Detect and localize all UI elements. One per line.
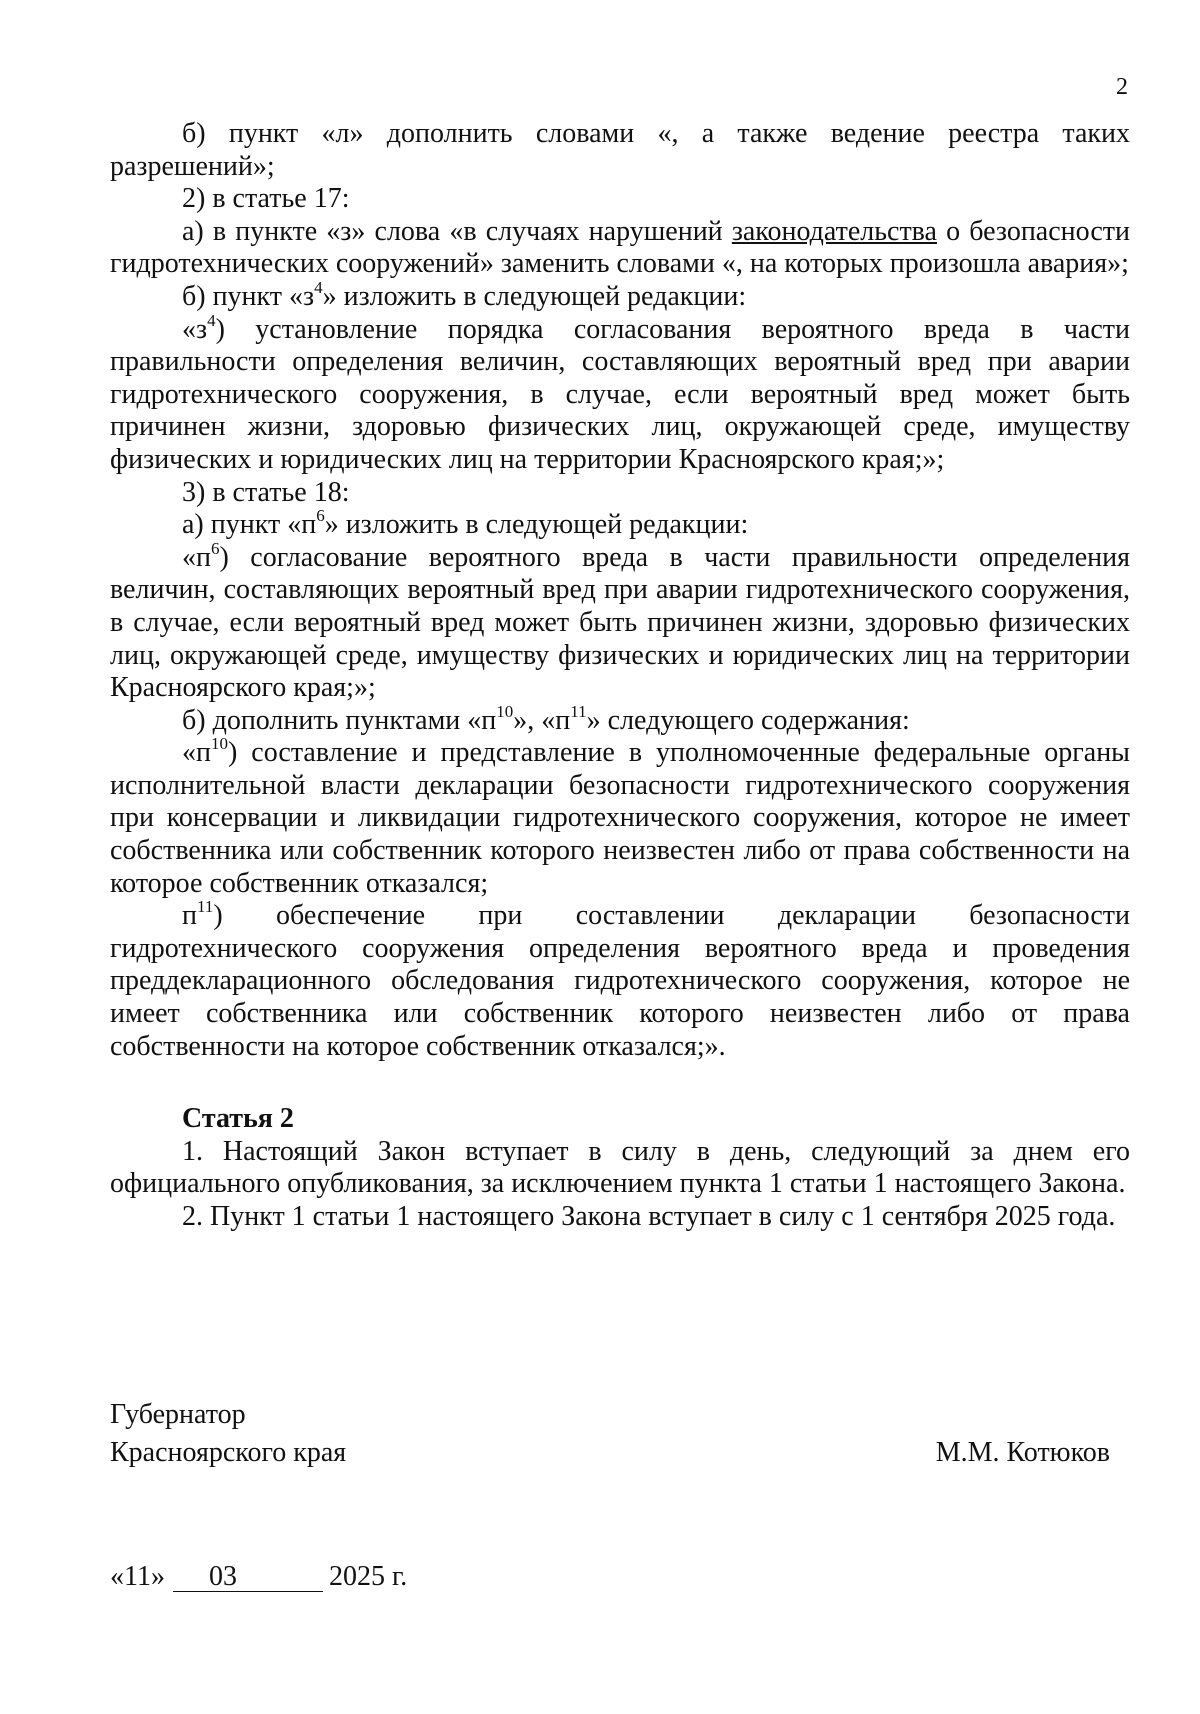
- paragraph-7: [110, 506, 1130, 542]
- paragraph-9: [110, 701, 1130, 738]
- paragraph-11-start: п: [182, 900, 197, 932]
- superscript: 6: [210, 538, 220, 558]
- paragraph-4-start: б) пункт «з: [182, 280, 315, 312]
- underlined-term: законодательства: [731, 215, 937, 247]
- paragraph-10: [110, 734, 1130, 900]
- paragraph-8: [110, 538, 1130, 705]
- superscript: 10: [210, 734, 228, 754]
- superscript: 6: [316, 506, 325, 526]
- paragraph-3: [110, 216, 1130, 281]
- paragraph-2: 2) в статье 17:: [182, 183, 350, 215]
- signatory-title-line-2: Красноярского края: [110, 1437, 347, 1468]
- paragraph-5: [110, 310, 1130, 477]
- superscript: 4: [314, 277, 323, 297]
- superscript: 4: [207, 310, 216, 330]
- article-2-item-2: 2. Пункт 1 статьи 1 настоящего Закона вступает в силу с 1 сентября 2025 года.: [182, 1201, 1116, 1232]
- paragraph-11: [110, 897, 1130, 1063]
- paragraph-3-start: а) в пункте «з» слова «в случаях нарушений: [182, 215, 732, 247]
- page-number: 2: [1116, 74, 1128, 100]
- article-2-item-1: 1. Настоящий Закон вступает в силу в день, следующий за днем его официального опубликования, за исключением пункта 1 статьи 1 настоящего Закона.: [110, 1135, 1130, 1200]
- date-year: 2025 г.: [328, 1561, 408, 1592]
- paragraph-9-start: б) дополнить пунктами «п: [182, 704, 497, 736]
- superscript: 11: [570, 701, 587, 721]
- paragraph-8-end: ) согласование вероятного вреда в части правильности определения величин, составляющих вероятный вред при аварии гидротехнического сооружения, в случае, если вероятный вред может быть причинен жизни, здоровью физических лиц, окружающей среде, имуществу физических и юридических лиц на территории Красноярского края;»;: [110, 541, 1130, 704]
- paragraph-10-end: ) составление и представление в уполномоченные федеральные органы исполнительной власти декларации безопасности гидротехнического сооружения при консервации и ликвидации гидротехнического сооружения, которое не имеет собственника или собственник которого неизвестен либо от права собственности на которое собственник отказался;: [110, 737, 1130, 899]
- paragraph-4-end: » изложить в следующей редакции:: [322, 280, 747, 312]
- document-body: [110, 118, 1130, 1234]
- paragraph-6: 3) в статье 18:: [182, 476, 350, 508]
- paragraph-10-start: «п: [182, 737, 211, 769]
- paragraph-1: б) пункт «л» дополнить словами «, а также ведение реестра таких разрешений»;: [110, 118, 1130, 182]
- paragraph-4: [110, 277, 1130, 314]
- superscript: 11: [196, 897, 214, 917]
- signatory-name: М.М. Котюков: [935, 1437, 1110, 1468]
- article-2-heading: Статья 2: [182, 1103, 294, 1135]
- paragraph-7-start: а) пункт «п: [182, 509, 317, 541]
- paragraph-7-end: » изложить в следующей редакции:: [324, 509, 749, 541]
- date-line: [110, 1560, 407, 1594]
- paragraph-3-end: о безопасности гидротехнических сооружений» заменить словами «, на которых произошла авария»;: [110, 215, 1130, 280]
- date-day: «11»: [110, 1561, 165, 1592]
- paragraph-9-end: » следующего содержания:: [586, 704, 910, 736]
- signatory-title-line-1: Губернатор: [110, 1399, 246, 1430]
- paragraph-11-end: ) обеспечение при составлении декларации безопасности гидротехнического сооружения определения вероятного вреда и проведения преддекларационного обследования гидротехнического сооружения, которое не имеет собственника или собственник которого неизвестен либо от права собственности на которое собственник отказался;».: [110, 900, 1130, 1062]
- date-month: 03: [173, 1563, 323, 1592]
- paragraph-5-start: «з: [182, 313, 208, 345]
- paragraph-8-start: «п: [182, 541, 211, 573]
- paragraph-9-middle: », «п: [513, 704, 571, 736]
- superscript: 10: [496, 701, 514, 721]
- signature-block: [110, 1396, 1110, 1472]
- paragraph-5-end: ) установление порядка согласования вероятного вреда в части правильности определения величин, составляющих вероятный вред при аварии гидротехнического сооружения, в случае, если вероятный вред может быть причинен жизни, здоровью физических лиц, окружающей среде, имуществу физических и юридических лиц на территории Красноярского края;»;: [110, 313, 1130, 475]
